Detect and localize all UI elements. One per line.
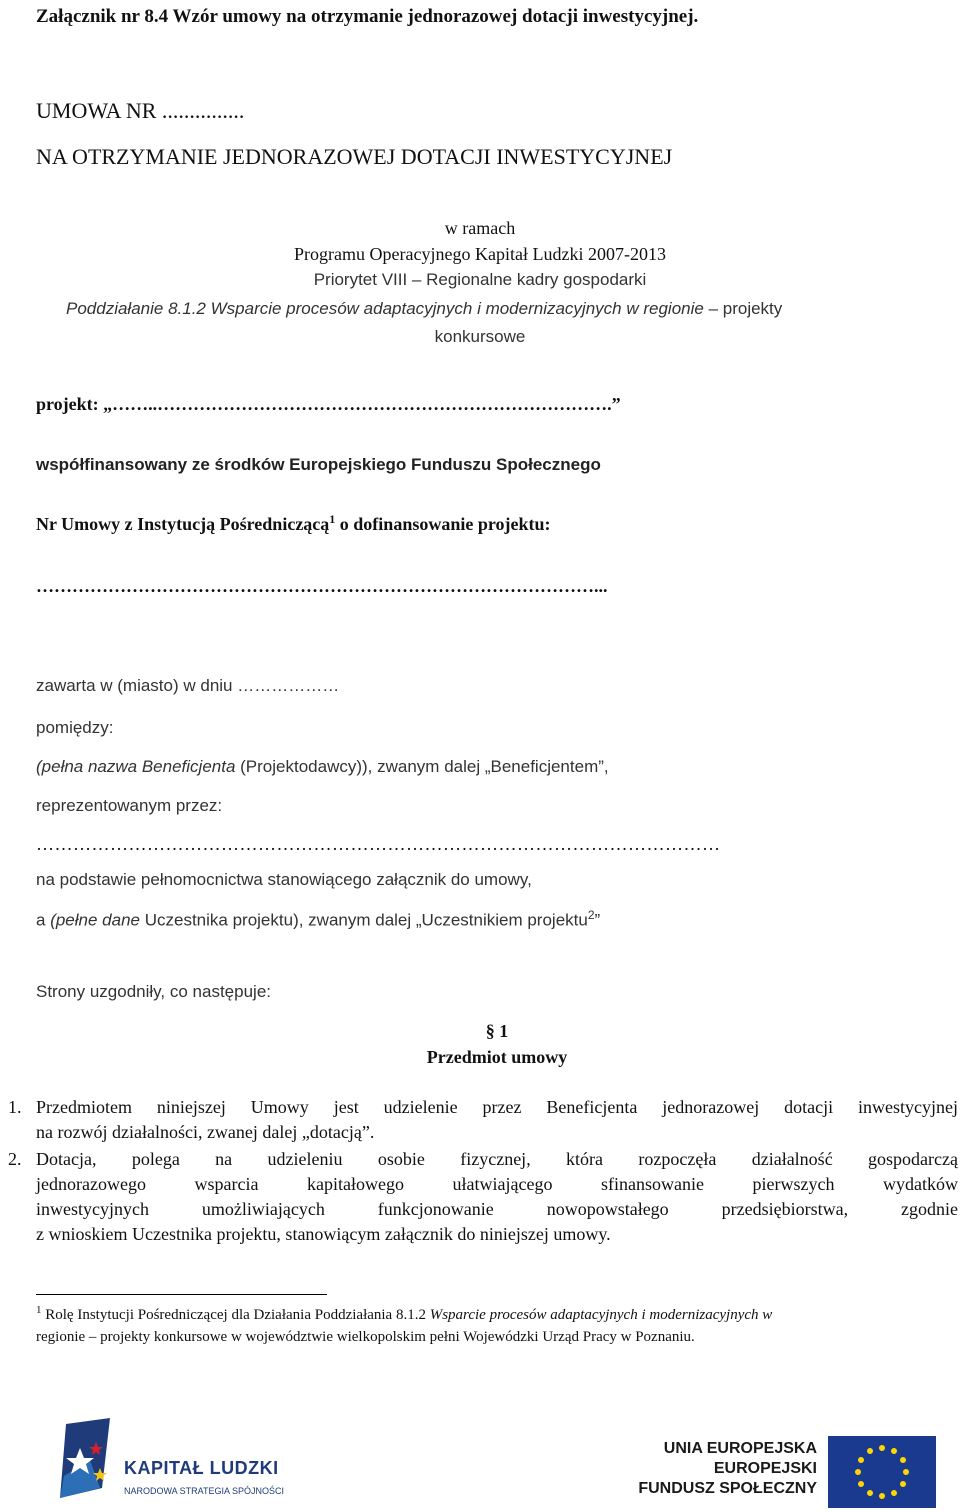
- power-of-attorney: na podstawie pełnomocnictwa stanowiącego załącznik do umowy,: [36, 870, 532, 889]
- project-label: projekt: „: [36, 394, 113, 414]
- beneficiary-rest: (Projektodawcy)), zwanym dalej „Beneficjentem”,: [235, 757, 609, 776]
- item-1-line-2: na rozwój działalności, zwanej dalej „dotacją”.: [36, 1122, 375, 1142]
- program-line-2: Programu Operacyjnego Kapitał Ludzki 2007-2013: [294, 244, 666, 264]
- agreement-number-label: Nr Umowy z Instytucją Pośredniczącą: [36, 514, 330, 534]
- kapital-ludzki-logo: [60, 1418, 310, 1504]
- footnote-line-2: regionie – projekty konkursowe w województwie wielkopolskim pełni Wojewódzki Urząd Pracy w Poznaniu.: [36, 1329, 695, 1345]
- represented-dots: …………………………………………………………………………………………………: [36, 834, 721, 854]
- eu-logo-line-1: UNIA EUROPEJSKA: [663, 1440, 817, 1457]
- project-end: .”: [607, 394, 621, 414]
- project-dots: ……..…………………………………………………………………: [112, 394, 608, 414]
- footnote-italic: Wsparcie procesów adaptacyjnych i modernizacyjnych w: [429, 1307, 773, 1323]
- footnote-separator: [36, 1294, 327, 1295]
- subaction-line: [66, 299, 782, 319]
- agreement-number-end: o dofinansowanie projektu:: [335, 514, 551, 534]
- beneficiary-placeholder: (pełna nazwa Beneficjenta: [36, 757, 236, 776]
- eu-logo-line-3: FUNDUSZ SPOŁECZNY: [638, 1480, 817, 1497]
- agreement-number-dots: …………………………………………………………………………………...: [36, 576, 608, 596]
- eu-logo-line-2: EUROPEJSKI: [713, 1460, 817, 1477]
- between-label: pomiędzy:: [36, 718, 114, 737]
- subaction-suffix: – projekty: [708, 299, 783, 318]
- participant-placeholder: (pełne dane: [50, 910, 140, 930]
- cofinancing-line: współfinansowany ze środków Europejskiego Funduszu Społecznego: [36, 455, 601, 474]
- section-title: Przedmiot umowy: [426, 1047, 568, 1067]
- beneficiary-line: [36, 757, 609, 777]
- footnote-ref-1: 1: [329, 512, 336, 526]
- subaction-text: Poddziałanie 8.1.2 Wsparcie procesów adaptacyjnych i modernizacyjnych w regionie: [66, 299, 704, 318]
- footnote-ref-2: 2: [587, 908, 595, 922]
- parties-agreed: Strony uzgodniły, co następuje:: [36, 982, 271, 1001]
- eu-flag-icon: [828, 1436, 936, 1508]
- participant-close: ”: [594, 910, 601, 930]
- participant-line: [36, 908, 600, 931]
- program-line-1: w ramach: [444, 218, 516, 238]
- kapital-ludzki-emblem-icon: [60, 1418, 116, 1504]
- footnote-number: 1: [36, 1304, 42, 1316]
- item-2-line-3: inwestycyjnych umożliwiających funkcjonowanie nowopowstałego przedsiębiorstwa, zgodnie: [36, 1199, 958, 1219]
- page-header: Załącznik nr 8.4 Wzór umowy na otrzymanie jednorazowej dotacji inwestycyjnej.: [36, 6, 699, 27]
- contract-number: UMOWA NR ...............: [36, 98, 245, 123]
- item-2-line-2: jednorazowego wsparcia kapitałowego ułatwiającego sfinansowanie pierwszych wydatków: [36, 1174, 958, 1194]
- item-1-line-1: Przedmiotem niniejszej Umowy jest udzielenie przez Beneficjenta jednorazowej dotacji inwestycyjnej: [36, 1097, 958, 1117]
- footnote-line-1: [36, 1304, 772, 1324]
- agreement-number-line: [36, 512, 551, 535]
- section-number: § 1: [485, 1021, 509, 1041]
- project-line: [36, 394, 621, 415]
- participant-prefix: a: [36, 910, 51, 930]
- place-date-line: zawarta w (miasto) w dniu ………………: [36, 676, 340, 695]
- represented-by: reprezentowanym przez:: [36, 796, 223, 815]
- item-1-number: 1.: [8, 1097, 22, 1117]
- item-2-line-1: Dotacja, polega na udzieleniu osobie fizycznej, która rozpoczęła działalność gospodarczą: [36, 1149, 958, 1169]
- footnote-text: Rolę Instytucji Pośredniczącej dla Działania Poddziałania 8.1.2: [41, 1307, 430, 1323]
- kapital-ludzki-title: KAPITAŁ LUDZKI: [124, 1458, 279, 1478]
- participant-rest: Uczestnika projektu), zwanym dalej „Uczestnikiem projektu: [140, 910, 588, 930]
- subaction-end: konkursowe: [434, 327, 526, 346]
- item-2-line-4: z wnioskiem Uczestnika projektu, stanowiącym załącznik do niniejszej umowy.: [36, 1224, 611, 1244]
- kapital-ludzki-subtitle: NARODOWA STRATEGIA SPÓJNOŚCI: [124, 1486, 285, 1496]
- priority-line: Priorytet VIII – Regionalne kadry gospodarki: [313, 270, 647, 289]
- item-2-number: 2.: [8, 1149, 22, 1169]
- contract-title: NA OTRZYMANIE JEDNORAZOWEJ DOTACJI INWESTYCYJNEJ: [36, 144, 673, 169]
